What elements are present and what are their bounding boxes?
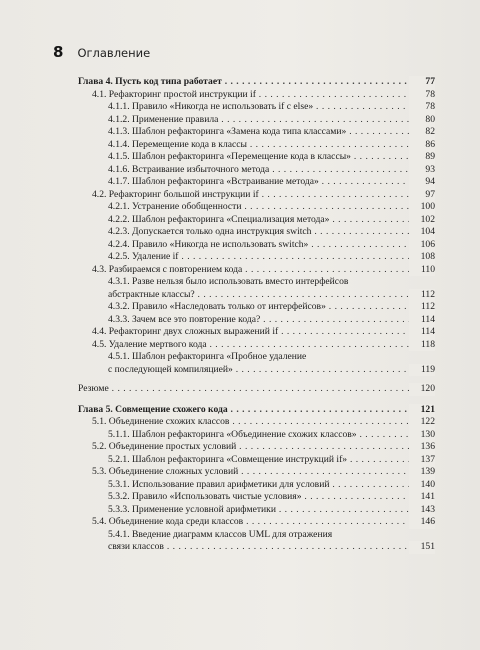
entry-title: связи классов . . . (108, 541, 409, 554)
entry-title: 4.5.1. Шаблон рефакторинга «Пробное удаление (108, 351, 307, 362)
entry-title: 4.1. Рефакторинг простой инструкции if . . . (92, 89, 409, 102)
entry-page: 78 (409, 101, 435, 114)
table-of-contents (78, 76, 435, 554)
entry-title: 5.4. Объединение кода среди классов . . . (92, 516, 409, 529)
entry-title: 5.2.1. Шаблон рефакторинга «Совмещение инструкций if» . . . (108, 454, 409, 467)
toc-entry[interactable] (78, 114, 435, 127)
entry-title: 4.1.3. Шаблон рефакторинга «Замена кода типа классами» . . . (108, 126, 409, 139)
entry-title: Глава 5. Совмещение схожего кода . . . (78, 404, 409, 417)
toc-entry[interactable] (78, 529, 435, 554)
toc-entry[interactable] (78, 339, 435, 352)
entry-page: 118 (409, 339, 435, 352)
entry-title: 4.1.5. Шаблон рефакторинга «Перемещение кода в классы» . . . (108, 151, 409, 164)
toc-entry[interactable] (78, 201, 435, 214)
entry-page: 151 (409, 541, 435, 554)
entry-page: 141 (409, 491, 435, 504)
entry-page: 78 (409, 89, 435, 102)
entry-title: 4.1.1. Правило «Никогда не использовать if с else» . . . (108, 101, 409, 114)
toc-entry[interactable] (78, 126, 435, 139)
toc-entry[interactable] (78, 101, 435, 114)
entry-page: 106 (409, 239, 435, 252)
toc-entry[interactable] (78, 441, 435, 454)
toc-entry[interactable] (78, 139, 435, 152)
entry-title: 4.4. Рефакторинг двух сложных выражений if . . . (92, 326, 409, 339)
entry-page: 114 (409, 326, 435, 339)
entry-title: 5.3.2. Правило «Использовать чистые условия» . . . (108, 491, 409, 504)
toc-entry[interactable] (78, 326, 435, 339)
chapter-4-entry[interactable] (78, 76, 435, 89)
entry-page: 130 (409, 429, 435, 442)
entry-title: 4.2.1. Устранение обобщенности . . . (108, 201, 409, 214)
toc-entry[interactable] (78, 214, 435, 227)
entry-title: 5.1. Объединение схожих классов . . . (92, 416, 409, 429)
entry-title: 5.3.3. Применение условной арифметики . . . (108, 504, 409, 517)
entry-page: 120 (409, 383, 435, 396)
entry-title: 5.4.1. Введение диаграмм классов UML для отражения (108, 528, 333, 540)
entry-title: 5.2. Объединение простых условий . . . (92, 441, 409, 454)
toc-entry[interactable] (78, 89, 435, 102)
toc-entry[interactable] (78, 466, 435, 479)
entry-title: 4.2.2. Шаблон рефакторинга «Специализация метода» . . . (108, 214, 409, 227)
entry-title: 5.3.1. Использование правил арифметики для условий . . . (108, 479, 409, 492)
entry-page: 114 (409, 314, 435, 327)
entry-page: 89 (409, 151, 435, 164)
entry-page: 93 (409, 164, 435, 177)
toc-entry[interactable] (78, 314, 435, 327)
entry-page: 77 (409, 76, 435, 89)
entry-page: 102 (409, 214, 435, 227)
toc-entry[interactable] (78, 151, 435, 164)
entry-title: 4.2.5. Удаление if . . . (108, 251, 409, 264)
toc-entry[interactable] (78, 301, 435, 314)
entry-title: 4.2.4. Правило «Никогда не использовать switch» . . . (108, 239, 409, 252)
entry-title: 4.3.1. Разве нельзя было использовать вместо интерфейсов (108, 276, 349, 287)
entry-page: 146 (409, 516, 435, 529)
entry-page: 140 (409, 479, 435, 492)
entry-title: Резюме . . . (78, 383, 409, 396)
entry-page: 110 (409, 264, 435, 277)
running-title: Оглавление (77, 46, 151, 60)
entry-page: 97 (409, 189, 435, 202)
toc-entry[interactable] (78, 454, 435, 467)
toc-entry[interactable] (78, 383, 435, 396)
entry-title: 4.3.3. Зачем все это повторение кода? . . . (108, 314, 409, 327)
page-header (53, 43, 150, 61)
toc-entry[interactable] (78, 491, 435, 504)
entry-title: с последующей компиляцией» . . . (108, 364, 409, 377)
entry-page: 86 (409, 139, 435, 152)
toc-entry[interactable] (78, 251, 435, 264)
entry-page: 104 (409, 226, 435, 239)
toc-entry[interactable] (78, 516, 435, 529)
toc-entry[interactable] (78, 276, 435, 301)
entry-title: Глава 4. Пусть код типа работает . . . (78, 76, 409, 89)
entry-title: 4.2.3. Допускается только одна инструкция switch . . . (108, 226, 409, 239)
toc-entry[interactable] (78, 429, 435, 442)
entry-page: 112 (409, 289, 435, 302)
page-number: 8 (53, 43, 64, 61)
entry-page: 143 (409, 504, 435, 517)
entry-title: 4.3. Разбираемся с повторением кода . . . (92, 264, 409, 277)
toc-entry[interactable] (78, 164, 435, 177)
entry-title: 4.1.6. Встраивание избыточного метода . . . (108, 164, 409, 177)
chapter-5-entry[interactable] (78, 404, 435, 417)
toc-entry[interactable] (78, 504, 435, 517)
entry-page: 136 (409, 441, 435, 454)
entry-title: 4.3.2. Правило «Наследовать только от интерфейсов» . . . (108, 301, 409, 314)
entry-page: 119 (409, 364, 435, 377)
entry-title: 5.3. Объединение сложных условий . . . (92, 466, 409, 479)
toc-entry[interactable] (78, 264, 435, 277)
entry-page: 80 (409, 114, 435, 127)
entry-title: 4.5. Удаление мертвого кода . . . (92, 339, 409, 352)
entry-title: абстрактные классы? . . . (108, 289, 409, 302)
entry-title: 4.2. Рефакторинг большой инструкции if . . . (92, 189, 409, 202)
entry-page: 82 (409, 126, 435, 139)
chapter-5-sections (78, 416, 435, 554)
entry-title: 4.1.4. Перемещение кода в классы . . . (108, 139, 409, 152)
toc-entry[interactable] (78, 351, 435, 376)
toc-entry[interactable] (78, 479, 435, 492)
toc-entry[interactable] (78, 176, 435, 189)
entry-page: 121 (409, 404, 435, 417)
entry-page: 137 (409, 454, 435, 467)
chapter-4-sections (78, 89, 435, 396)
entry-title: 4.1.2. Применение правила . . . (108, 114, 409, 127)
entry-page: 94 (409, 176, 435, 189)
entry-page: 112 (409, 301, 435, 314)
entry-page: 139 (409, 466, 435, 479)
entry-page: 100 (409, 201, 435, 214)
toc-entry[interactable] (78, 239, 435, 252)
entry-page: 108 (409, 251, 435, 264)
entry-title: 5.1.1. Шаблон рефакторинга «Объединение схожих классов» . . . (108, 429, 409, 442)
toc-entry[interactable] (78, 416, 435, 429)
entry-title: 4.1.7. Шаблон рефакторинга «Встраивание метода» . . . (108, 176, 409, 189)
toc-entry[interactable] (78, 189, 435, 202)
toc-entry[interactable] (78, 226, 435, 239)
entry-page: 122 (409, 416, 435, 429)
